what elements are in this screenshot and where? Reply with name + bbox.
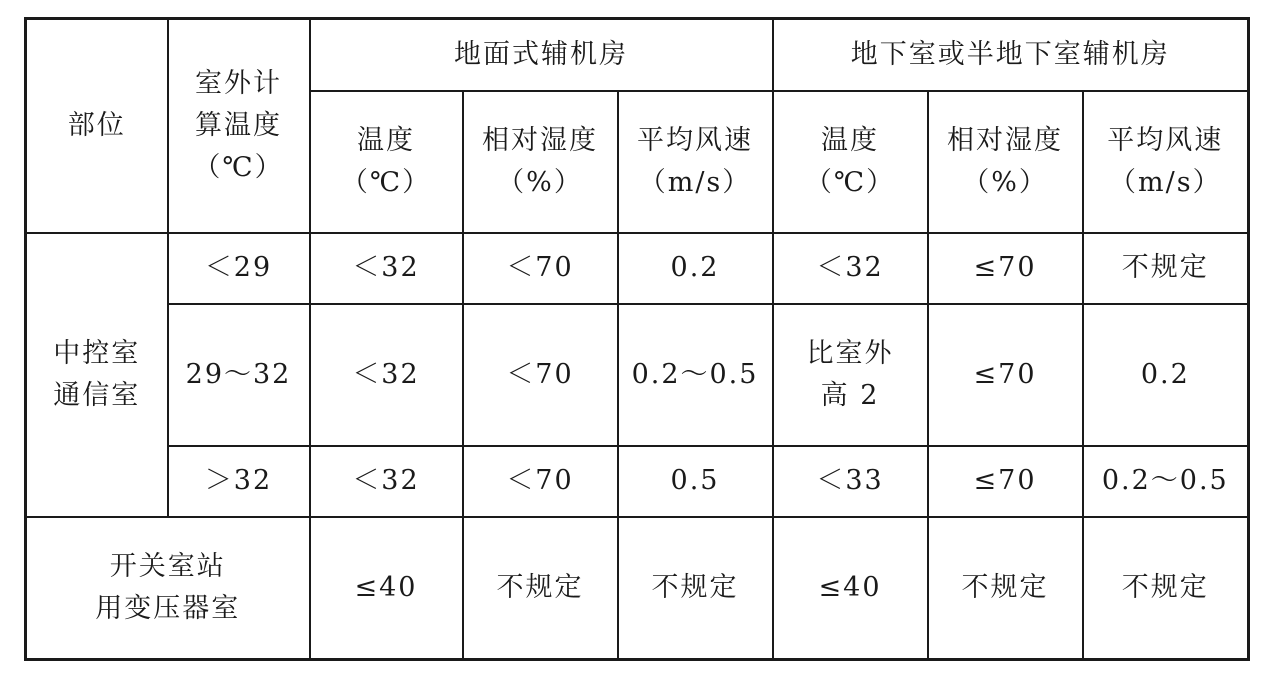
cell-underground-wind: 0.2	[1083, 304, 1249, 446]
header-outdoor-temp-line-1: 室外计	[195, 67, 282, 99]
cell-underground-temp-line-1: 比室外	[806, 337, 894, 369]
header-wind-unit: （m/s）	[1109, 166, 1222, 198]
header-wind-unit: （m/s）	[638, 166, 752, 198]
header-surface-temp	[310, 91, 463, 233]
header-underground-temp	[773, 91, 928, 233]
cell-underground-wind: 不规定	[1083, 233, 1249, 304]
header-temp-label: 温度	[357, 124, 415, 156]
cell-outdoor-temp: ＞32	[168, 446, 310, 517]
cell-surface-temp: ＜32	[310, 304, 463, 446]
header-underground-humidity	[928, 91, 1083, 233]
header-surface-wind	[618, 91, 773, 233]
header-surface-humidity	[463, 91, 618, 233]
header-row-1	[26, 19, 1249, 91]
cell-surface-wind: 不规定	[618, 517, 773, 660]
cell-surface-temp: ＜32	[310, 446, 463, 517]
cell-surface-temp: ＜32	[310, 233, 463, 304]
cell-surface-temp: ≤40	[310, 517, 463, 660]
ventilation-spec-table	[24, 17, 1250, 661]
header-group-underground: 地下室或半地下室辅机房	[773, 19, 1249, 91]
header-wind-label: 平均风速	[1107, 124, 1224, 156]
cell-underground-temp-line-2: 高 2	[820, 379, 880, 411]
cell-surface-humidity: ＜70	[463, 233, 618, 304]
table-row	[26, 304, 1249, 446]
cell-surface-wind: 0.5	[618, 446, 773, 517]
cell-underground-wind: 0.2～0.5	[1083, 446, 1249, 517]
cell-underground-humidity: ≤70	[928, 233, 1083, 304]
table-row	[26, 233, 1249, 304]
cell-outdoor-temp: 29～32	[168, 304, 310, 446]
header-humidity-label: 相对湿度	[482, 124, 598, 156]
cell-underground-temp	[773, 304, 928, 446]
header-outdoor-temp-line-2: 算温度	[195, 109, 282, 141]
row-label-line-2: 通信室	[53, 379, 141, 411]
header-humidity-unit: （%）	[962, 166, 1048, 198]
cell-surface-wind: 0.2～0.5	[618, 304, 773, 446]
header-humidity-unit: （%）	[497, 166, 583, 198]
table-row	[26, 517, 1249, 660]
header-group-surface: 地面式辅机房	[310, 19, 773, 91]
cell-underground-humidity: ≤70	[928, 304, 1083, 446]
header-temp-unit: （℃）	[804, 166, 896, 198]
header-temp-label: 温度	[821, 124, 880, 156]
cell-surface-humidity: ＜70	[463, 446, 618, 517]
cell-surface-wind: 0.2	[618, 233, 773, 304]
header-outdoor-temp	[168, 19, 310, 233]
cell-underground-temp: ＜33	[773, 446, 928, 517]
cell-underground-humidity: 不规定	[928, 517, 1083, 660]
header-part: 部位	[26, 19, 168, 233]
header-temp-unit: （℃）	[340, 166, 432, 198]
cell-underground-temp: ＜32	[773, 233, 928, 304]
cell-underground-humidity: ≤70	[928, 446, 1083, 517]
cell-outdoor-temp: ＜29	[168, 233, 310, 304]
cell-underground-wind: 不规定	[1083, 517, 1249, 660]
row-label-line-1: 开关室站	[109, 550, 226, 582]
cell-underground-temp: ≤40	[773, 517, 928, 660]
row-label-switch-room	[26, 517, 310, 660]
row-label-control-room	[26, 233, 168, 517]
header-underground-wind	[1083, 91, 1249, 233]
row-label-line-1: 中控室	[53, 337, 141, 369]
header-outdoor-temp-line-3: （℃）	[193, 151, 284, 183]
table-row	[26, 446, 1249, 517]
header-wind-label: 平均风速	[637, 124, 754, 156]
row-label-line-2: 用变压器室	[95, 592, 241, 624]
cell-surface-humidity: ＜70	[463, 304, 618, 446]
cell-surface-humidity: 不规定	[463, 517, 618, 660]
header-humidity-label: 相对湿度	[947, 124, 1064, 156]
